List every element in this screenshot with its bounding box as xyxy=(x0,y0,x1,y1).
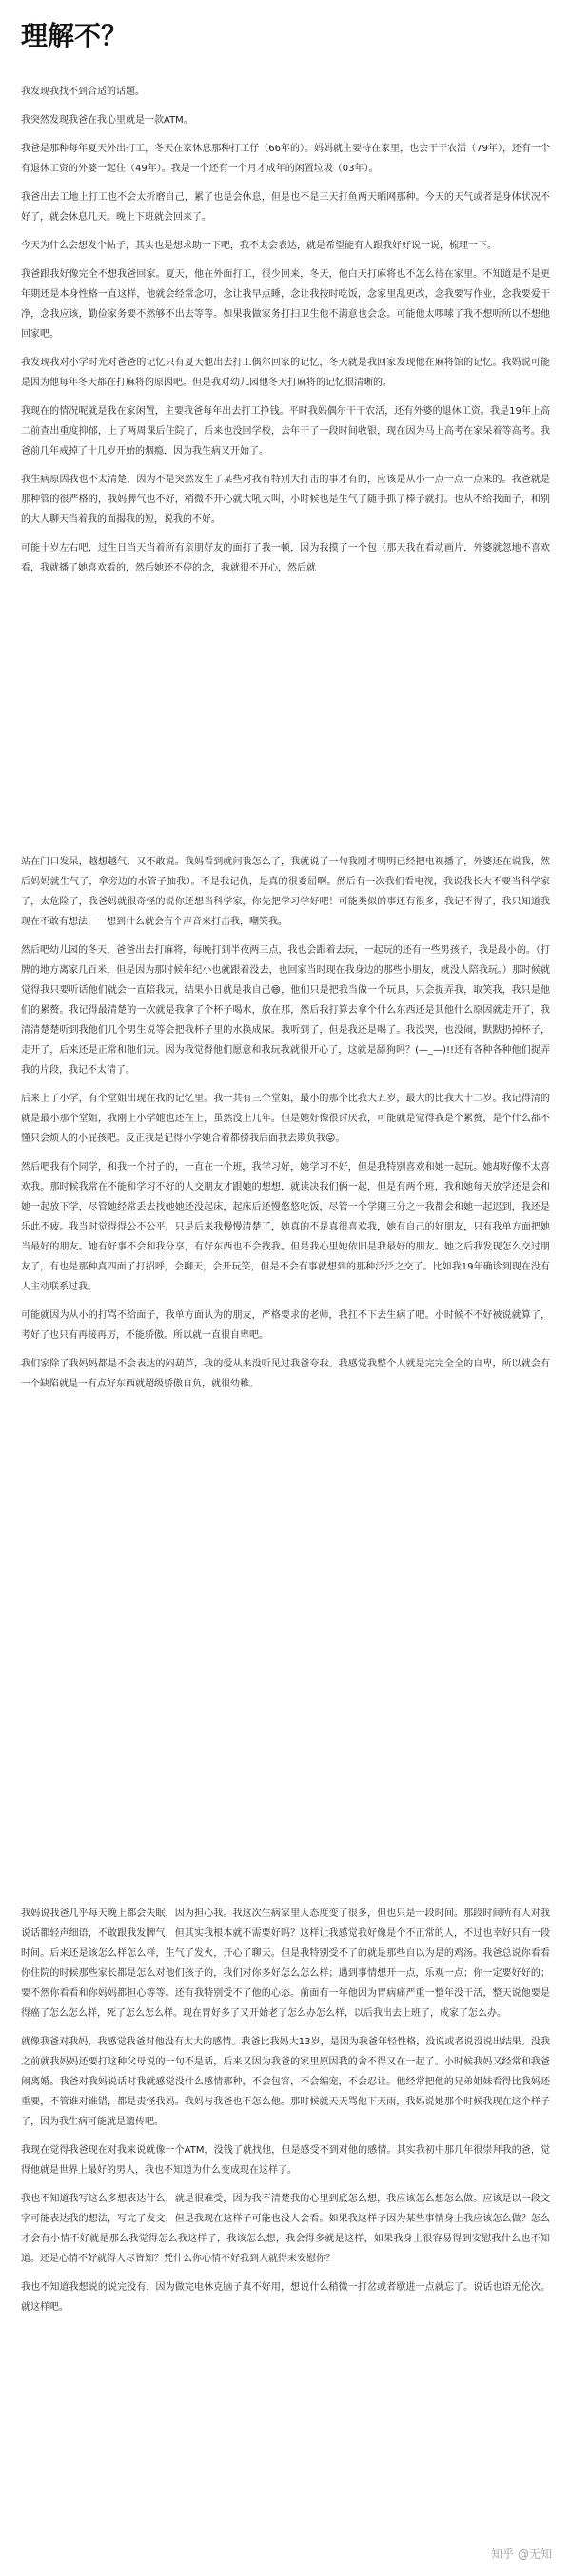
paragraph: 今天为什么会想发个帖子，其实也是想求助一下吧，我不太会表达，就是希望能有人跟我好好说一说，梳理一下。 xyxy=(21,241,497,251)
paragraph: 我发现我找不到合适的话题。 xyxy=(21,87,145,97)
paragraph: 我爸出去工地上打工也不会太折磨自己，累了也是会休息，但是也不是三天打鱼两天晒网那种。今天的天气或者是身体状况不好了，就会休息几天。晚上下班就会回来了。 xyxy=(21,192,550,223)
paragraph: 我爸是那种每年夏天外出打工，冬天在家休息那种打工仔（66年的）。妈妈就主要待在家里，也会干干农活（79年），还有一个有退休工资的外婆一起住（49年）。我是一个还有一个月才成年的闲置垃圾（03年）。 xyxy=(21,144,550,174)
paragraph: 我现在觉得我爸现在对我来说就像一个ATM，没钱了就找他，但是感受不到对他的感情。其实我初中那几年很崇拜我的爸，觉得他就是世界上最好的男人，我也不知道为什么变成现在这样了。 xyxy=(21,2145,550,2176)
paragraph: 我也不知道我想说的说完没有，因为做完电休克脑子真不好用，想说什么稍微一打岔或者歇进一点就忘了。说话也语无伦次。就这样吧。 xyxy=(21,2282,550,2313)
text-panel-1 xyxy=(10,82,561,738)
paragraph: 后来上了小学，有个堂姐出现在我的记忆里。我一共有三个堂姐，最小的那个比我大五岁，最大的比我大十二岁。我记得清的就是最小那个堂姐，我刚上小学她也还在上，虽然没上几年。但是她好像很讨厌我，可能就是觉得我是个累赘，是个什么都不懂只会烦人的小屁孩吧。反正我是记得小学她合着都傍我后面我去欺负我😜。 xyxy=(21,1094,550,1144)
page-title: 理解不？ xyxy=(21,20,128,51)
paragraph: 我现在的情况呢就是我在家闲置，主要我爸每年出去打工挣钱。平时我妈偶尔干干农活，还有外婆的退休工资。我是19年上高二前查出重度抑郁，上了两周课后住院了，后来也没回学校，去年干了一段时间收银，现在因为马上高考在家呆着等高考。我爸前几年戒掉了十几岁开始的烟瘾，因为我生病又开始了。 xyxy=(21,406,550,456)
zhihu-watermark: 知乎 @无知 xyxy=(491,2547,552,2561)
paragraph: 我突然发现我爸在我心里就是一款ATM。 xyxy=(21,115,193,126)
paragraph: 我爸跟我好像完全不想我爸回家。夏天，他在外面打工，很少回来，冬天，他白天打麻将也不怎么待在家里。不知道是不是更年期还是本身性格一直这样，他就会经常念叨，念让我早点睡，念让我按时吃饭，念家里乱更改，念我要写作业，念我要爱干净，念我应该，勤俭家务要不然够不出去等等。如果我做家务打扫卫生他不满意也会念。可能他太啰嗦了我不想听所以不想他回家吧。 xyxy=(21,269,550,339)
paragraph: 站在门口发呆，越想越气，又不敢说。我妈看到就问我怎么了，我就说了一句我刚才明明已经把电视播了，外婆还在说我，然后妈妈就生气了，拿旁边的水管子抽我）。不是我记仇，是真的很委屈啊。然后有一次我们看电视，我说我长大不要当科学家了，太危险了，我爸妈就很奇怪的说你还想当科学家，你先把学习学好吧！可能类似的事还有很多，我记不得了，我只知道我现在不敢有想法，一想到什么就会有个声音来打击我，嘲笑我。 xyxy=(21,857,550,927)
text-panel-3 xyxy=(10,1904,561,2522)
paragraph: 可能就因为从小的打骂不给面子，我单方面认为的朋友，严格要求的老师，我扛不下去生病了吧。小时候不不好被说就算了，考好了也只有再接再厉，不能骄傲。所以就一直很自卑吧。 xyxy=(21,1310,550,1341)
paragraph: 我们家除了我妈妈都是不会表达的闷葫芦，我的爱从来没听见过我爸夸我。我感觉我整个人就是完完全全的自卑，所以就会有一个缺陷就是一有点好东西就超级骄傲自负，就很幼稚。 xyxy=(21,1359,550,1389)
text-panel-2 xyxy=(10,852,561,1793)
paragraph: 然后吧我有个同学，和我一个村子的，一直在一个班，我学习好，她学习不好，但是我特别喜欢和她一起玩。她却好像不太喜欢我。那时候我常在不能和学习不好的人交朋友才跟她的想想，就读决我们俩一起，但是有两个班，我和她每天放学还是会和她一起放下学，尽管她经常丢去找她她还没起床，起床后还慢悠悠吃饭，尽管一个学期三分之一我都会和她一起迟到，我还是乐此不疲。我当时觉得得公不公平，只是后来我慢慢清楚了，她真的不是真很喜欢我，她有自己的好朋友，只有我单方面把她当最好的朋友。她有好事不会和我分享，有好东西也不会找我。但是我心里她依旧是我最好的朋友。她之后我发现怎么交过朋友了，有也是那种真四面了打招呼，会聊天，会开玩笑，但是不会有事就想到的那种泛泛之交了。比如我19年确诊到现在没有人主动联系过我。 xyxy=(21,1162,550,1292)
paragraph: 可能十岁左右吧，过生日当天当着所有亲朋好友的面打了我一顿，因为我摸了一个包（那天我在看动画片，外婆就忽地不喜欢看，我就播了她喜欢看的，然后她还不停的念，我就很不开心，然后就 xyxy=(21,543,550,573)
paragraph: 然后吧幼儿园的冬天，爸爸出去打麻将，每晚打到半夜两三点，我也会跟着去玩，一起玩的还有一些男孩子，我是最小的。（打牌的地方离家几百米，但是因为那时候年纪小也就跟着没去，也回家当时现在我身边的那些小朋友，就没人陪我玩。）那时候就觉得我只要听话他们就会一直陪我玩，结果小日就是我自己😄，他们只是把我当做一个玩具，只会捉弄我，取笑我，我只是他们的累赘。我记得最清楚的一次就是我拿了个杯子喝水，放在那，然后我打算去拿个什么东西还是其他什么原因就走开了，我清清楚楚听到我他们几个男生说等会把我杯子里的水换成尿。我听到了，但是我还是喝了。我没哭，也没闹，默默扔掉杯子，走开了，后来还是正常和他们玩。因为我觉得他们愿意和我玩我就很开心了，这就是舔狗吗？(—_—)!!还有各种各种他们捉弄我的片段，我记不太清了。 xyxy=(21,945,550,1075)
paragraph: 就像我爸对我妈，我感觉我爸对他没有太大的感情。我爸比我妈大13岁，是因为我爸年轻性格，没说或者说没说出结果。没我之前就我妈妈还要打这种父母说的一句不是话，后来又因为我爸的家里原因我的舍不得又在一起了。小时候我妈又经常和我爸闹离婚。我爸对我妈说话时我就感觉没什么感情那种，不会包容，不会编宠，不会忍让。他经常把他的兄弟姐妹看得比我妈还重要，不管谁对谁错，都是责怪我妈。我妈与我爸也不怎么他。那时候就天天骂他下天雨，我妈说她那个时候我现在这个样子了，因为我生病可能就是遗传吧。 xyxy=(21,2037,550,2127)
paragraph: 我生病原因我也不太清楚，因为不是突然发生了某些对我有特别大打击的事才有的，应该是从小一点一点一点来的。我爸就是那种管的很严格的，我妈脾气也不好，稍微不开心就大吼大叫，小时候也是生气了随手抓了棒子就打。也从不给我面子，和别的大人聊天当着我的面揭我的短，说我的不好。 xyxy=(21,475,550,525)
paragraph: 我也不知道我写这么多想表达什么，就是很难受，因为我不清楚我的心里到底怎么想，我应该怎么想怎么做。应该是以一段文字可能表达我的想法，写完了发文，但是我现在这样子可能也没人会看。如果我这样子因为某些事情身上我应该怎么做？怎么才会有小情不好就是那么我觉得怎么我这样子，我该怎么想，我会得多就是这样，如果我身上很容易得到安慰我什么也不知道。还是心情不好就得人尽皆知？凭什么你心情不好我到人就得来安慰你？ xyxy=(21,2194,550,2264)
paragraph: 我发现我对小学时光对爸爸的记忆只有夏天他出去打工偶尔回家的记忆，冬天就是我回家发现他在麻将馆的记忆。我妈说可能是因为他每年冬天都在打麻将的原因吧。但是我对幼儿园他冬天打麻将的记忆很清晰的。 xyxy=(21,358,550,388)
paragraph: 我妈说我爸几乎每天晚上都会失眠，因为担心我。我这次生病家里人态度变了很多，但也只是一段时间。那段时间所有人对我说话都轻声细语，不敢跟我发脾气，但其实我根本就不需要好吗？这样让我感觉我好像是个不正常的人，不过也幸好只有一段时间。后来还是该怎么样怎么样，生气了发火，开心了聊天。但是我特别受不了的就是那些自以为是的鸡汤。我爸总说你看看你住院的时候那些家长都是怎么对他们孩子的，我们对你多好怎么怎么样；遇到事情想开一点，乐观一点；你一定要好好的；要不然你看看和你妈妈都担心等等。还有我特别受不了他的心态。前面有一年他因为胃病痛严重一整年没干活，整天说他要是得癌了怎么怎么样，死了怎么怎么样。现在胃好多了又开始老了怎么办怎么样，以后我出去上班了，成家了怎么办。 xyxy=(21,1908,550,2019)
